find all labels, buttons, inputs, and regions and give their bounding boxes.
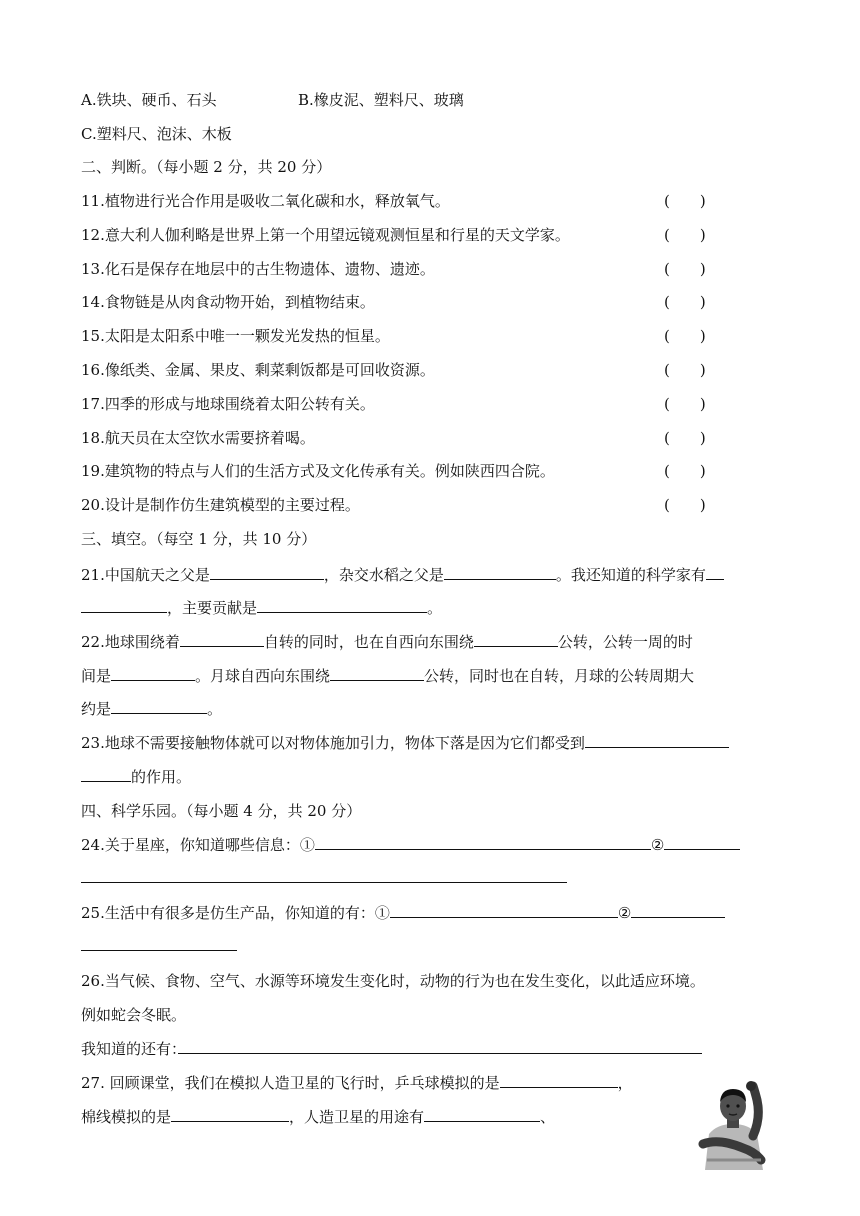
q23-line1: [81, 733, 729, 753]
q21-text-4: ，主要贡献是: [167, 599, 258, 617]
q22-line2: [81, 666, 694, 686]
q23-text-2: 的作用。: [131, 768, 192, 786]
judge-item: 20.设计是制作仿生建筑模型的主要过程。: [81, 496, 360, 514]
section4-heading: 四、科学乐园。（每小题 4 分，共 20 分）: [81, 802, 362, 820]
raised-arm: [753, 1086, 758, 1136]
judge-item: 11.植物进行光合作用是吸收二氧化碳和水，释放氧气。: [81, 192, 450, 210]
judge-item: 17.四季的形成与地球围绕着太阳公转有关。: [81, 395, 375, 413]
q27-line2: [81, 1107, 555, 1127]
section3-heading: 三、填空。（每空 1 分，共 10 分）: [81, 530, 317, 548]
judge-item: 16.像纸类、金属、果皮、剩菜剩饭都是可回收资源。: [81, 361, 435, 379]
answer-bracket[interactable]: ( ): [664, 496, 706, 514]
q22-text-4: 间是: [81, 667, 112, 685]
answer-bracket[interactable]: ( ): [664, 192, 706, 210]
answer-blank[interactable]: [500, 1073, 618, 1088]
answer-blank[interactable]: [171, 1107, 289, 1122]
q22-text-8: 。: [207, 700, 223, 718]
answer-blank[interactable]: [257, 598, 427, 613]
q27-text-4: ，人造卫星的用途有: [289, 1108, 425, 1126]
answer-bracket[interactable]: ( ): [664, 327, 706, 345]
answer-blank[interactable]: [111, 666, 195, 681]
answer-blank[interactable]: [81, 598, 167, 613]
q24-line1: [81, 835, 740, 855]
q22-text-3: 公转，公转一周的时: [557, 633, 693, 651]
q26-line2: 例如蛇会冬眠。: [81, 1006, 187, 1024]
q22-text-7: 约是: [81, 700, 112, 718]
q23-text-1: 23.地球不需要接触物体就可以对物体施加引力，物体下落是因为它们都受到: [81, 734, 585, 752]
q22-line1: [81, 632, 693, 652]
judge-item: 12.意大利人伽利略是世界上第一个用望远镜观测恒星和行星的天文学家。: [81, 226, 570, 244]
q25-text-1: 25.生活中有很多是仿生产品，你知道的有：①: [81, 904, 390, 922]
answer-blank[interactable]: [178, 1039, 702, 1054]
judge-item: 14.食物链是从肉食动物开始，到植物结束。: [81, 293, 375, 311]
q21-text-3: 。我还知道的科学家有: [555, 566, 706, 584]
q23-line2: [81, 767, 191, 787]
q26-text-3: 我知道的还有：: [81, 1040, 187, 1058]
q24-text-1: 24.关于星座，你知道哪些信息：①: [81, 836, 315, 854]
answer-blank[interactable]: [664, 835, 740, 850]
q22-line3: [81, 699, 222, 719]
answer-blank[interactable]: [585, 733, 729, 748]
answer-blank[interactable]: [474, 632, 558, 647]
option-a: A.铁块、硬币、石头: [81, 91, 217, 109]
judge-item: 18.航天员在太空饮水需要挤着喝。: [81, 429, 315, 447]
q21-text-5: 。: [427, 599, 443, 617]
answer-blank[interactable]: [180, 632, 264, 647]
answer-bracket[interactable]: ( ): [664, 293, 706, 311]
answer-blank[interactable]: [444, 565, 556, 580]
raised-hand: [746, 1081, 756, 1091]
judge-item: 15.太阳是太阳系中唯一一颗发光发热的恒星。: [81, 327, 390, 345]
answer-blank[interactable]: [315, 835, 651, 850]
eye: [726, 1104, 729, 1107]
judge-item: 13.化石是保存在地层中的古生物遗体、遗物、遗迹。: [81, 260, 435, 278]
q21-text-1: 21.中国航天之父是: [81, 566, 210, 584]
q27-text-2: ，: [617, 1074, 633, 1092]
answer-blank[interactable]: [210, 565, 324, 580]
answer-bracket[interactable]: ( ): [664, 395, 706, 413]
q25-line1: [81, 903, 725, 923]
q27-text-3: 棉线模拟的是: [81, 1108, 172, 1126]
answer-blank[interactable]: [706, 565, 724, 580]
answer-blank[interactable]: [631, 903, 725, 918]
option-b: B.橡皮泥、塑料尺、玻璃: [298, 91, 464, 109]
q22-text-5: 。月球自西向东围绕: [195, 667, 331, 685]
boy-photo: [683, 1078, 783, 1170]
q25-text-2: ②: [617, 904, 632, 922]
q27-text-5: 、: [540, 1108, 556, 1126]
answer-blank[interactable]: [424, 1107, 540, 1122]
q26-line3: [81, 1039, 702, 1059]
answer-bracket[interactable]: ( ): [664, 260, 706, 278]
answer-line[interactable]: [81, 950, 237, 951]
answer-bracket[interactable]: ( ): [664, 361, 706, 379]
q27-line1: [81, 1073, 633, 1093]
q22-text-2: 自转的同时，也在自西向东围绕: [263, 633, 474, 651]
q21-line2: [81, 598, 442, 618]
answer-bracket[interactable]: ( ): [664, 226, 706, 244]
answer-blank[interactable]: [81, 767, 131, 782]
q22-text-6: 公转，同时也在自转，月球的公转周期大: [424, 667, 695, 685]
eye: [736, 1104, 739, 1107]
q27-text-1: 27. 回顾课堂，我们在模拟人造卫星的飞行时，乒乓球模拟的是: [81, 1074, 500, 1092]
answer-blank[interactable]: [330, 666, 424, 681]
section2-heading: 二、判断。（每小题 2 分，共 20 分）: [81, 158, 332, 176]
answer-bracket[interactable]: ( ): [664, 462, 706, 480]
answer-blank[interactable]: [390, 903, 618, 918]
q22-text-1: 22.地球围绕着: [81, 633, 180, 651]
answer-blank[interactable]: [111, 699, 207, 714]
answer-bracket[interactable]: ( ): [664, 429, 706, 447]
q26-line1: 26.当气候、食物、空气、水源等环境发生变化时，动物的行为也在发生变化，以此适应环境。: [81, 972, 705, 990]
q21-text-2: ，杂交水稻之父是: [323, 566, 444, 584]
q24-text-2: ②: [650, 836, 665, 854]
option-c: C.塑料尺、泡沫、木板: [81, 125, 232, 143]
judge-item: 19.建筑物的特点与人们的生活方式及文化传承有关。例如陕西四合院。: [81, 462, 555, 480]
answer-line[interactable]: [81, 882, 567, 883]
q21-line1: [81, 565, 724, 585]
